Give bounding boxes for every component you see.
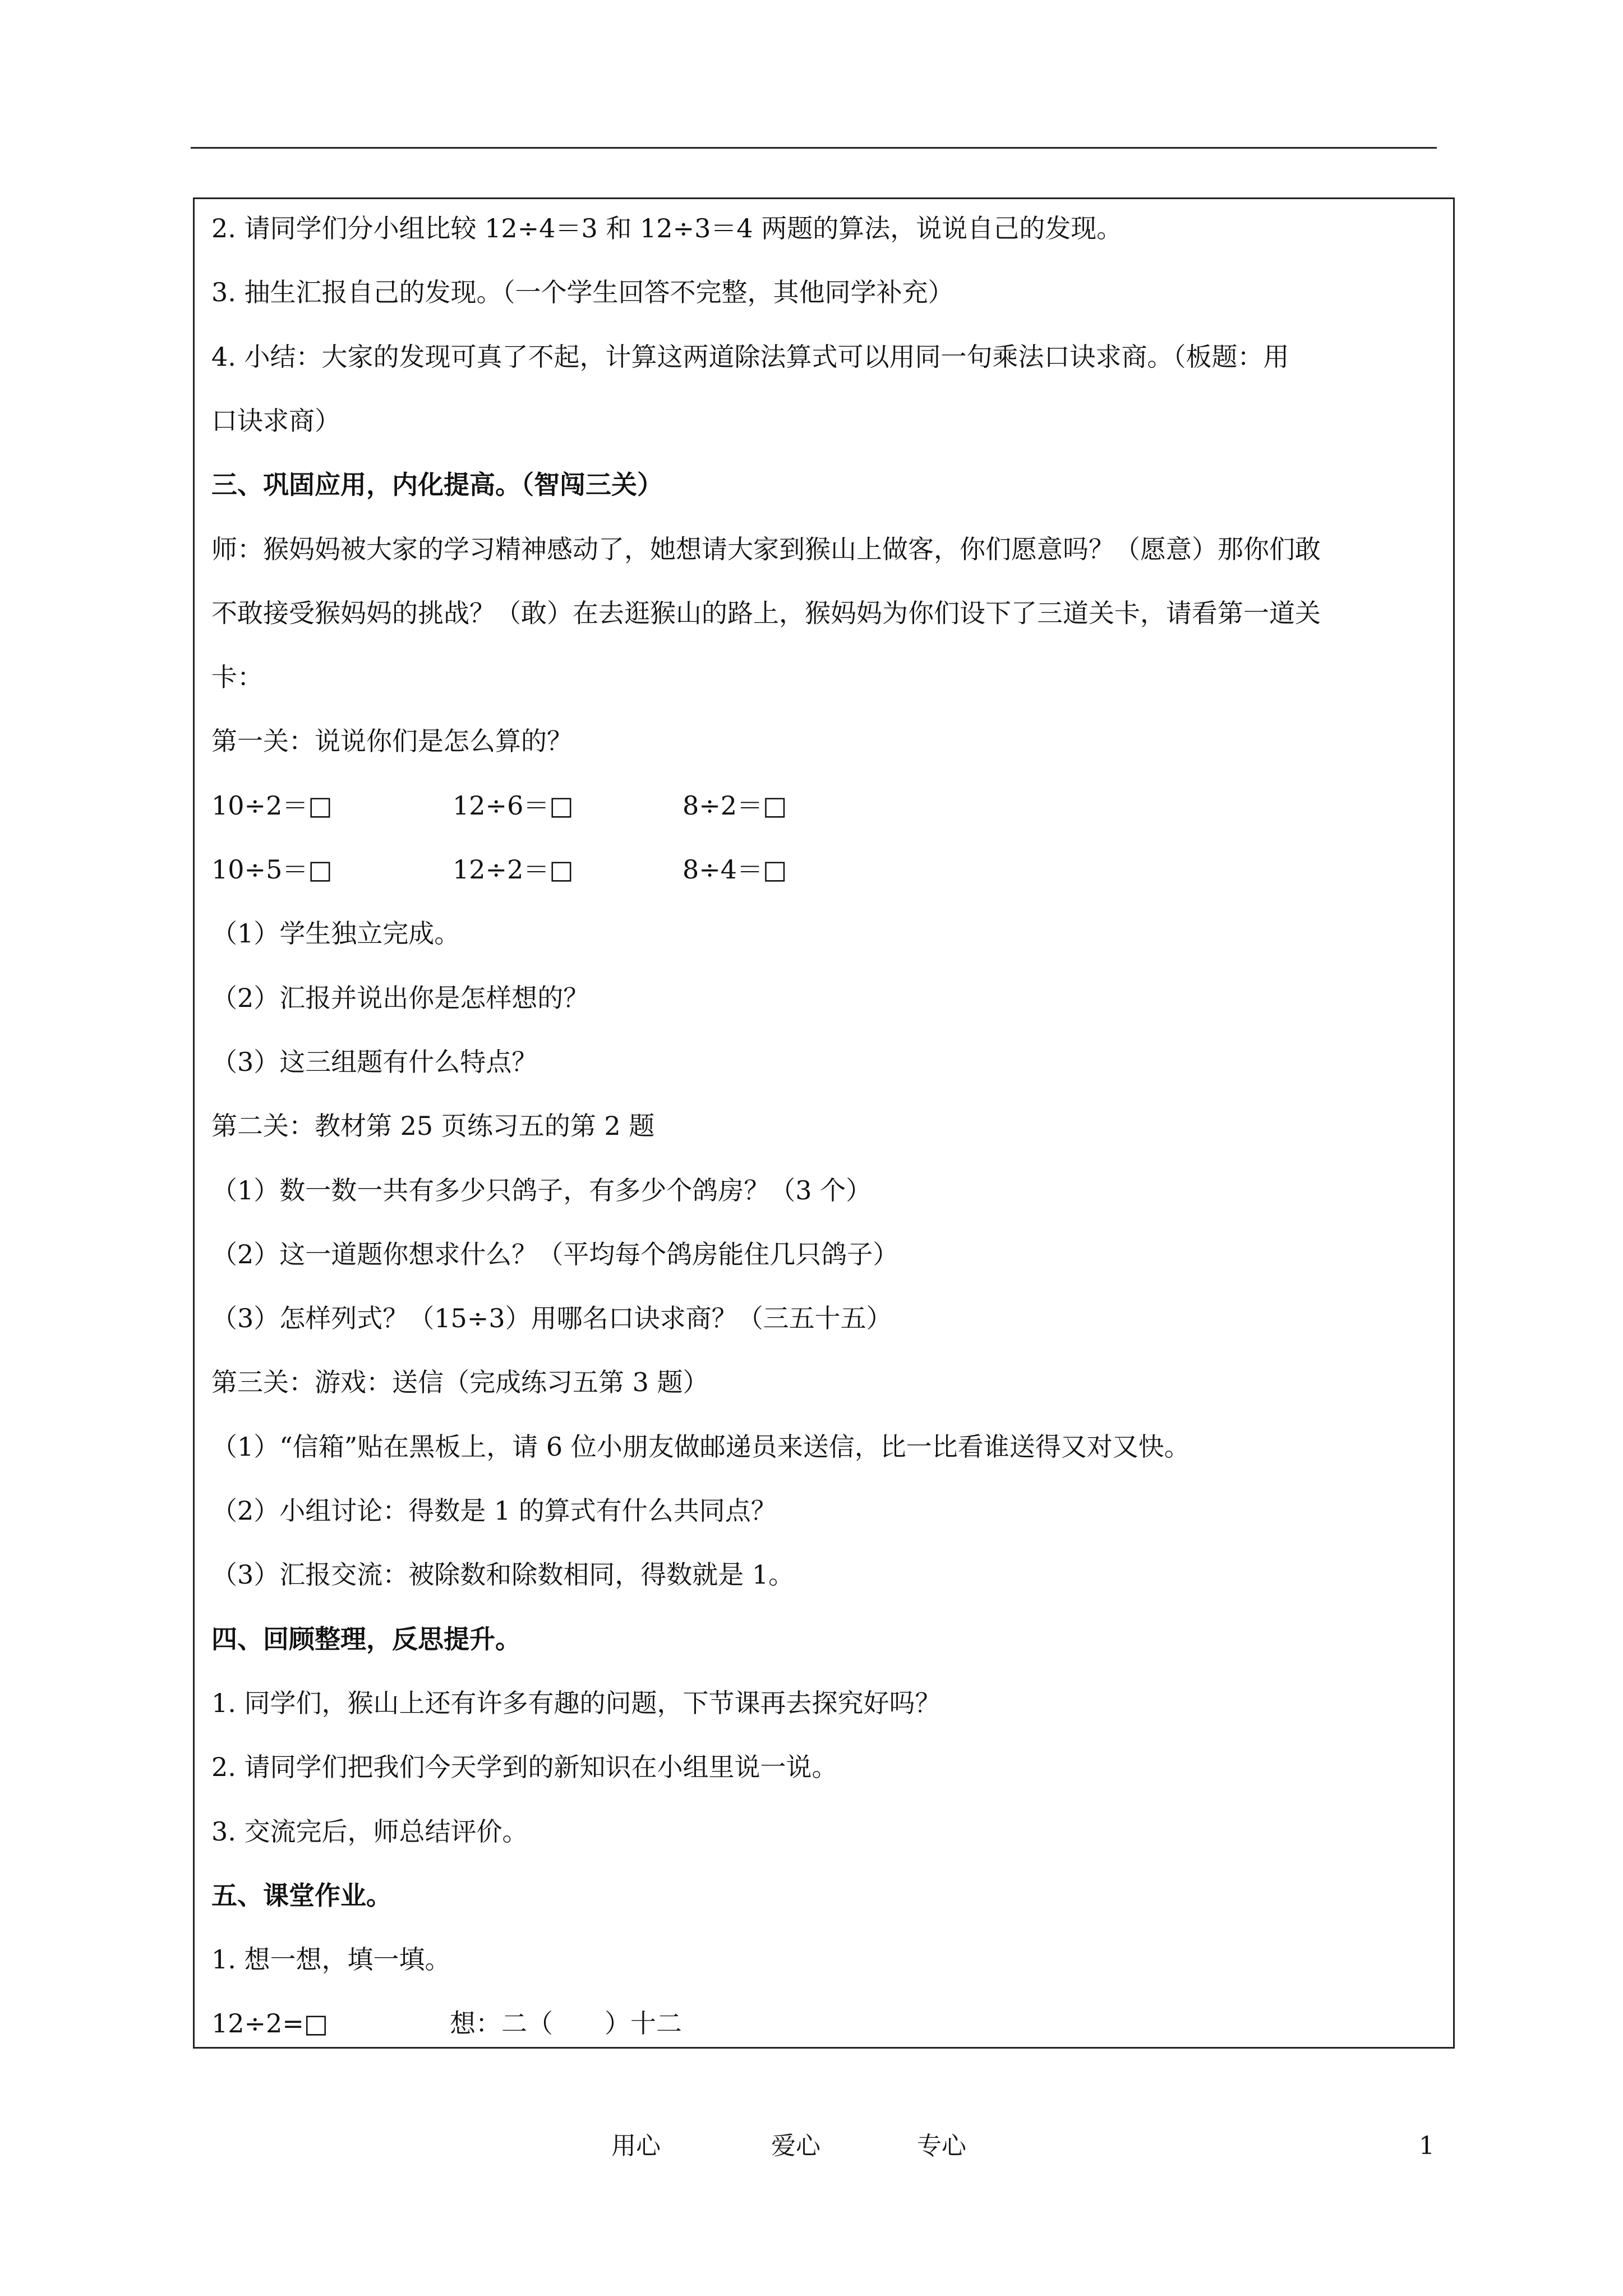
- footer-text-middle: 爱心: [771, 2132, 820, 2160]
- text-line: （3）怎样列式？（15÷3）用哪名口诀求商？（三五十五）: [211, 1303, 892, 1334]
- text-line: （1）“信箱”贴在黑板上，请 6 位小朋友做邮递员来送信，比一比看谁送得又对又快。: [211, 1431, 1190, 1462]
- text-line: 3. 交流完后，师总结评价。: [211, 1816, 528, 1847]
- equation: 8÷4＝□: [683, 854, 787, 885]
- text-line: 3. 抽生汇报自己的发现。（一个学生回答不完整，其他同学补充）: [211, 277, 954, 308]
- text-line: （1）学生独立完成。: [211, 918, 460, 949]
- footer-text-right: 专心: [917, 2132, 966, 2160]
- text-line: （2）这一道题你想求什么？（平均每个鸽房能住几只鸽子）: [211, 1239, 899, 1269]
- text-line: 不敢接受猴妈妈的挑战？（敢）在去逛猴山的路上，猴妈妈为你们设下了三道关卡，请看第一道关: [211, 597, 1321, 628]
- equation: 10÷2＝□: [211, 790, 333, 821]
- equation: 12÷2＝□: [453, 854, 574, 885]
- text-line: （1）数一数一共有多少只鸽子，有多少个鸽房？（3 个）: [211, 1175, 872, 1205]
- footer-text-left: 用心: [611, 2132, 661, 2160]
- homework-item: 12÷2=□: [211, 2008, 329, 2039]
- text-line: 1. 同学们，猴山上还有许多有趣的问题，下节课再去探究好吗？: [211, 1687, 941, 1718]
- text-line: 口诀求商）: [211, 405, 340, 436]
- text-line: 第二关：教材第 25 页练习五的第 2 题: [211, 1111, 655, 1142]
- text-line: （2）小组讨论：得数是 1 的算式有什么共同点？: [211, 1496, 777, 1526]
- equation: 10÷5＝□: [211, 854, 333, 885]
- text-line: 师：猴妈妈被大家的学习精神感动了，她想请大家到猴山上做客，你们愿意吗？（愿意）那你们敢: [211, 533, 1321, 564]
- text-line: （2）汇报并说出你是怎样想的？: [211, 982, 589, 1013]
- header-rule: [191, 147, 1437, 149]
- text-line: （3）这三组题有什么特点？: [211, 1046, 538, 1077]
- text-line: （3）汇报交流：被除数和除数相同，得数就是 1。: [211, 1559, 795, 1590]
- text-line: 4. 小结：大家的发现可真了不起，计算这两道除法算式可以用同一句乘法口诀求商。（板题：用: [211, 341, 1289, 372]
- text-line: 五、课堂作业。: [211, 1880, 392, 1911]
- homework-item: 想：二（ ）十二: [450, 2008, 682, 2039]
- equation: 12÷6＝□: [453, 790, 574, 821]
- page-number: 1: [1419, 2132, 1435, 2160]
- text-line: 2. 请同学们分小组比较 12÷4＝3 和 12÷3＝4 两题的算法，说说自己的发现。: [211, 213, 1123, 243]
- text-line: 第一关：说说你们是怎么算的？: [211, 726, 573, 757]
- equation: 8÷2＝□: [683, 790, 787, 821]
- text-line: 1. 想一想，填一填。: [211, 1944, 451, 1975]
- text-line: 卡：: [211, 662, 263, 693]
- text-line: 四、回顾整理，反思提升。: [211, 1623, 521, 1654]
- text-line: 三、巩固应用，内化提高。（智闯三关）: [211, 470, 663, 500]
- content-table-cell: [193, 197, 1455, 2049]
- text-line: 第三关：游戏：送信（完成练习五第 3 题）: [211, 1367, 709, 1398]
- text-line: 2. 请同学们把我们今天学到的新知识在小组里说一说。: [211, 1752, 838, 1783]
